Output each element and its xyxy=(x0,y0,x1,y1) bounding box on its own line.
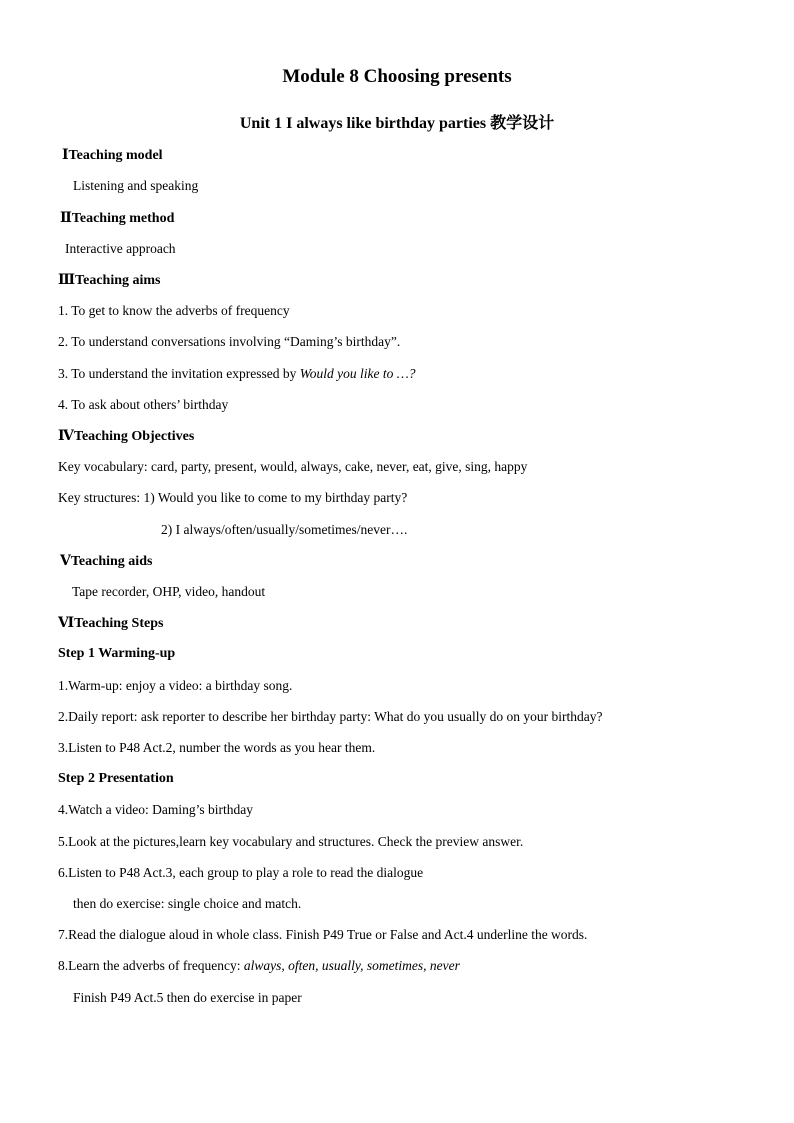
aim-item: 1. To get to know the adverbs of frequency xyxy=(58,303,290,318)
step-item: 5.Look at the pictures,learn key vocabulary and structures. Check the preview answer. xyxy=(58,834,524,849)
page-title: Module 8 Choosing presents xyxy=(282,66,512,87)
aim-3-text: 3. To understand the invitation expressed by xyxy=(58,366,300,381)
step-8-text: 8.Learn the adverbs of frequency: xyxy=(58,958,244,973)
step-item: 6.Listen to P48 Act.3, each group to play a role to read the dialogue xyxy=(58,865,424,880)
teaching-model-text: Listening and speaking xyxy=(73,178,199,193)
step-item: 2.Daily report: ask reporter to describe her birthday party: What do you usually do on your birthday? xyxy=(58,709,603,724)
step-2-heading: Step 2 Presentation xyxy=(58,771,174,786)
step-item: then do exercise: single choice and match. xyxy=(73,896,302,911)
step-item: Finish P49 Act.5 then do exercise in paper xyxy=(73,990,302,1005)
step-item: 3.Listen to P48 Act.2, number the words as you hear them. xyxy=(58,740,376,755)
step-item: 1.Warm-up: enjoy a video: a birthday song. xyxy=(58,678,293,693)
section-heading-teaching-aims: ⅢTeaching aims xyxy=(58,273,161,288)
key-structures-2: 2) I always/often/usually/sometimes/never…. xyxy=(161,522,408,537)
step-8-italic: always, often, usually, sometimes, never xyxy=(243,958,460,973)
aim-item: 2. To understand conversations involving “Daming’s birthday”. xyxy=(58,334,401,349)
section-heading-teaching-aids: ⅤTeaching aids xyxy=(60,554,153,569)
step-1-heading: Step 1 Warming-up xyxy=(58,646,176,661)
teaching-aids-text: Tape recorder, OHP, video, handout xyxy=(72,584,266,599)
section-heading-teaching-steps: ⅥTeaching Steps xyxy=(58,616,164,631)
aim-item: 4. To ask about others’ birthday xyxy=(58,397,229,412)
section-heading-teaching-model: ⅠTeaching model xyxy=(62,148,163,163)
step-item: 4.Watch a video: Daming’s birthday xyxy=(58,802,253,817)
key-structures-1: Key structures: 1) Would you like to come to my birthday party? xyxy=(58,490,408,505)
teaching-method-text: Interactive approach xyxy=(65,241,176,256)
key-vocabulary: Key vocabulary: card, party, present, would, always, cake, never, eat, give, sing, happy xyxy=(58,459,528,474)
section-heading-teaching-method: ⅡTeaching method xyxy=(60,211,175,226)
step-item: 7.Read the dialogue aloud in whole class. Finish P49 True or False and Act.4 underline the words. xyxy=(58,927,588,942)
aim-3-italic: Would you like to …? xyxy=(299,366,416,381)
aim-item xyxy=(58,366,416,382)
page-subtitle: Unit 1 I always like birthday parties 教学设计 xyxy=(239,115,555,132)
step-item xyxy=(58,958,460,974)
section-heading-teaching-objectives: ⅣTeaching Objectives xyxy=(58,429,195,444)
